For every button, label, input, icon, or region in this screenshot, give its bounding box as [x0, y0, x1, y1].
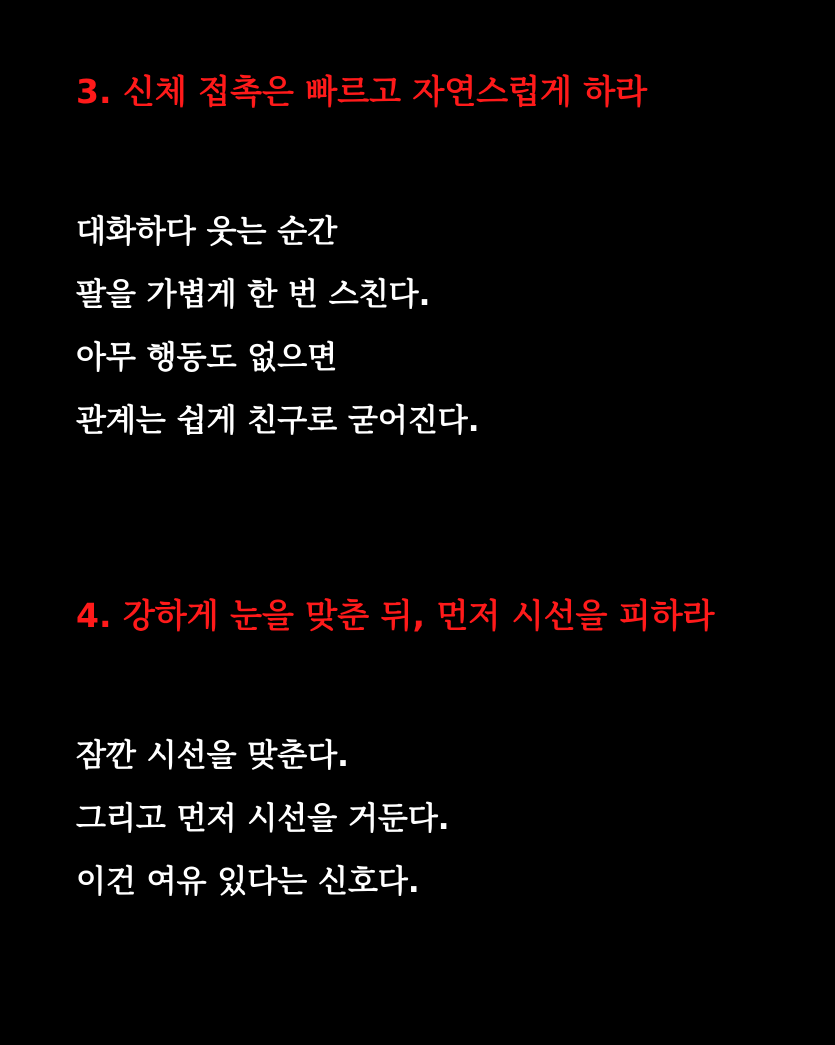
tip-section-4 — [76, 590, 805, 914]
body-line: 그리고 먼저 시선을 거둔다. — [76, 801, 450, 837]
section-body — [76, 201, 805, 453]
tip-section-3 — [76, 66, 805, 453]
section-body — [76, 725, 805, 914]
body-line: 관계는 쉽게 친구로 굳어진다. — [76, 403, 480, 439]
body-line: 대화하다 웃는 순간 — [76, 214, 338, 250]
body-line: 이건 여유 있다는 신호다. — [76, 864, 420, 900]
section-heading: 4. 강하게 눈을 맞춘 뒤, 먼저 시선을 피하라 — [76, 596, 715, 635]
section-heading: 3. 신체 접촉은 빠르고 자연스럽게 하라 — [76, 72, 648, 111]
body-line: 아무 행동도 없으면 — [76, 340, 338, 376]
body-line: 팔을 가볍게 한 번 스친다. — [76, 277, 431, 313]
body-line: 잠깐 시선을 맞춘다. — [76, 738, 349, 774]
